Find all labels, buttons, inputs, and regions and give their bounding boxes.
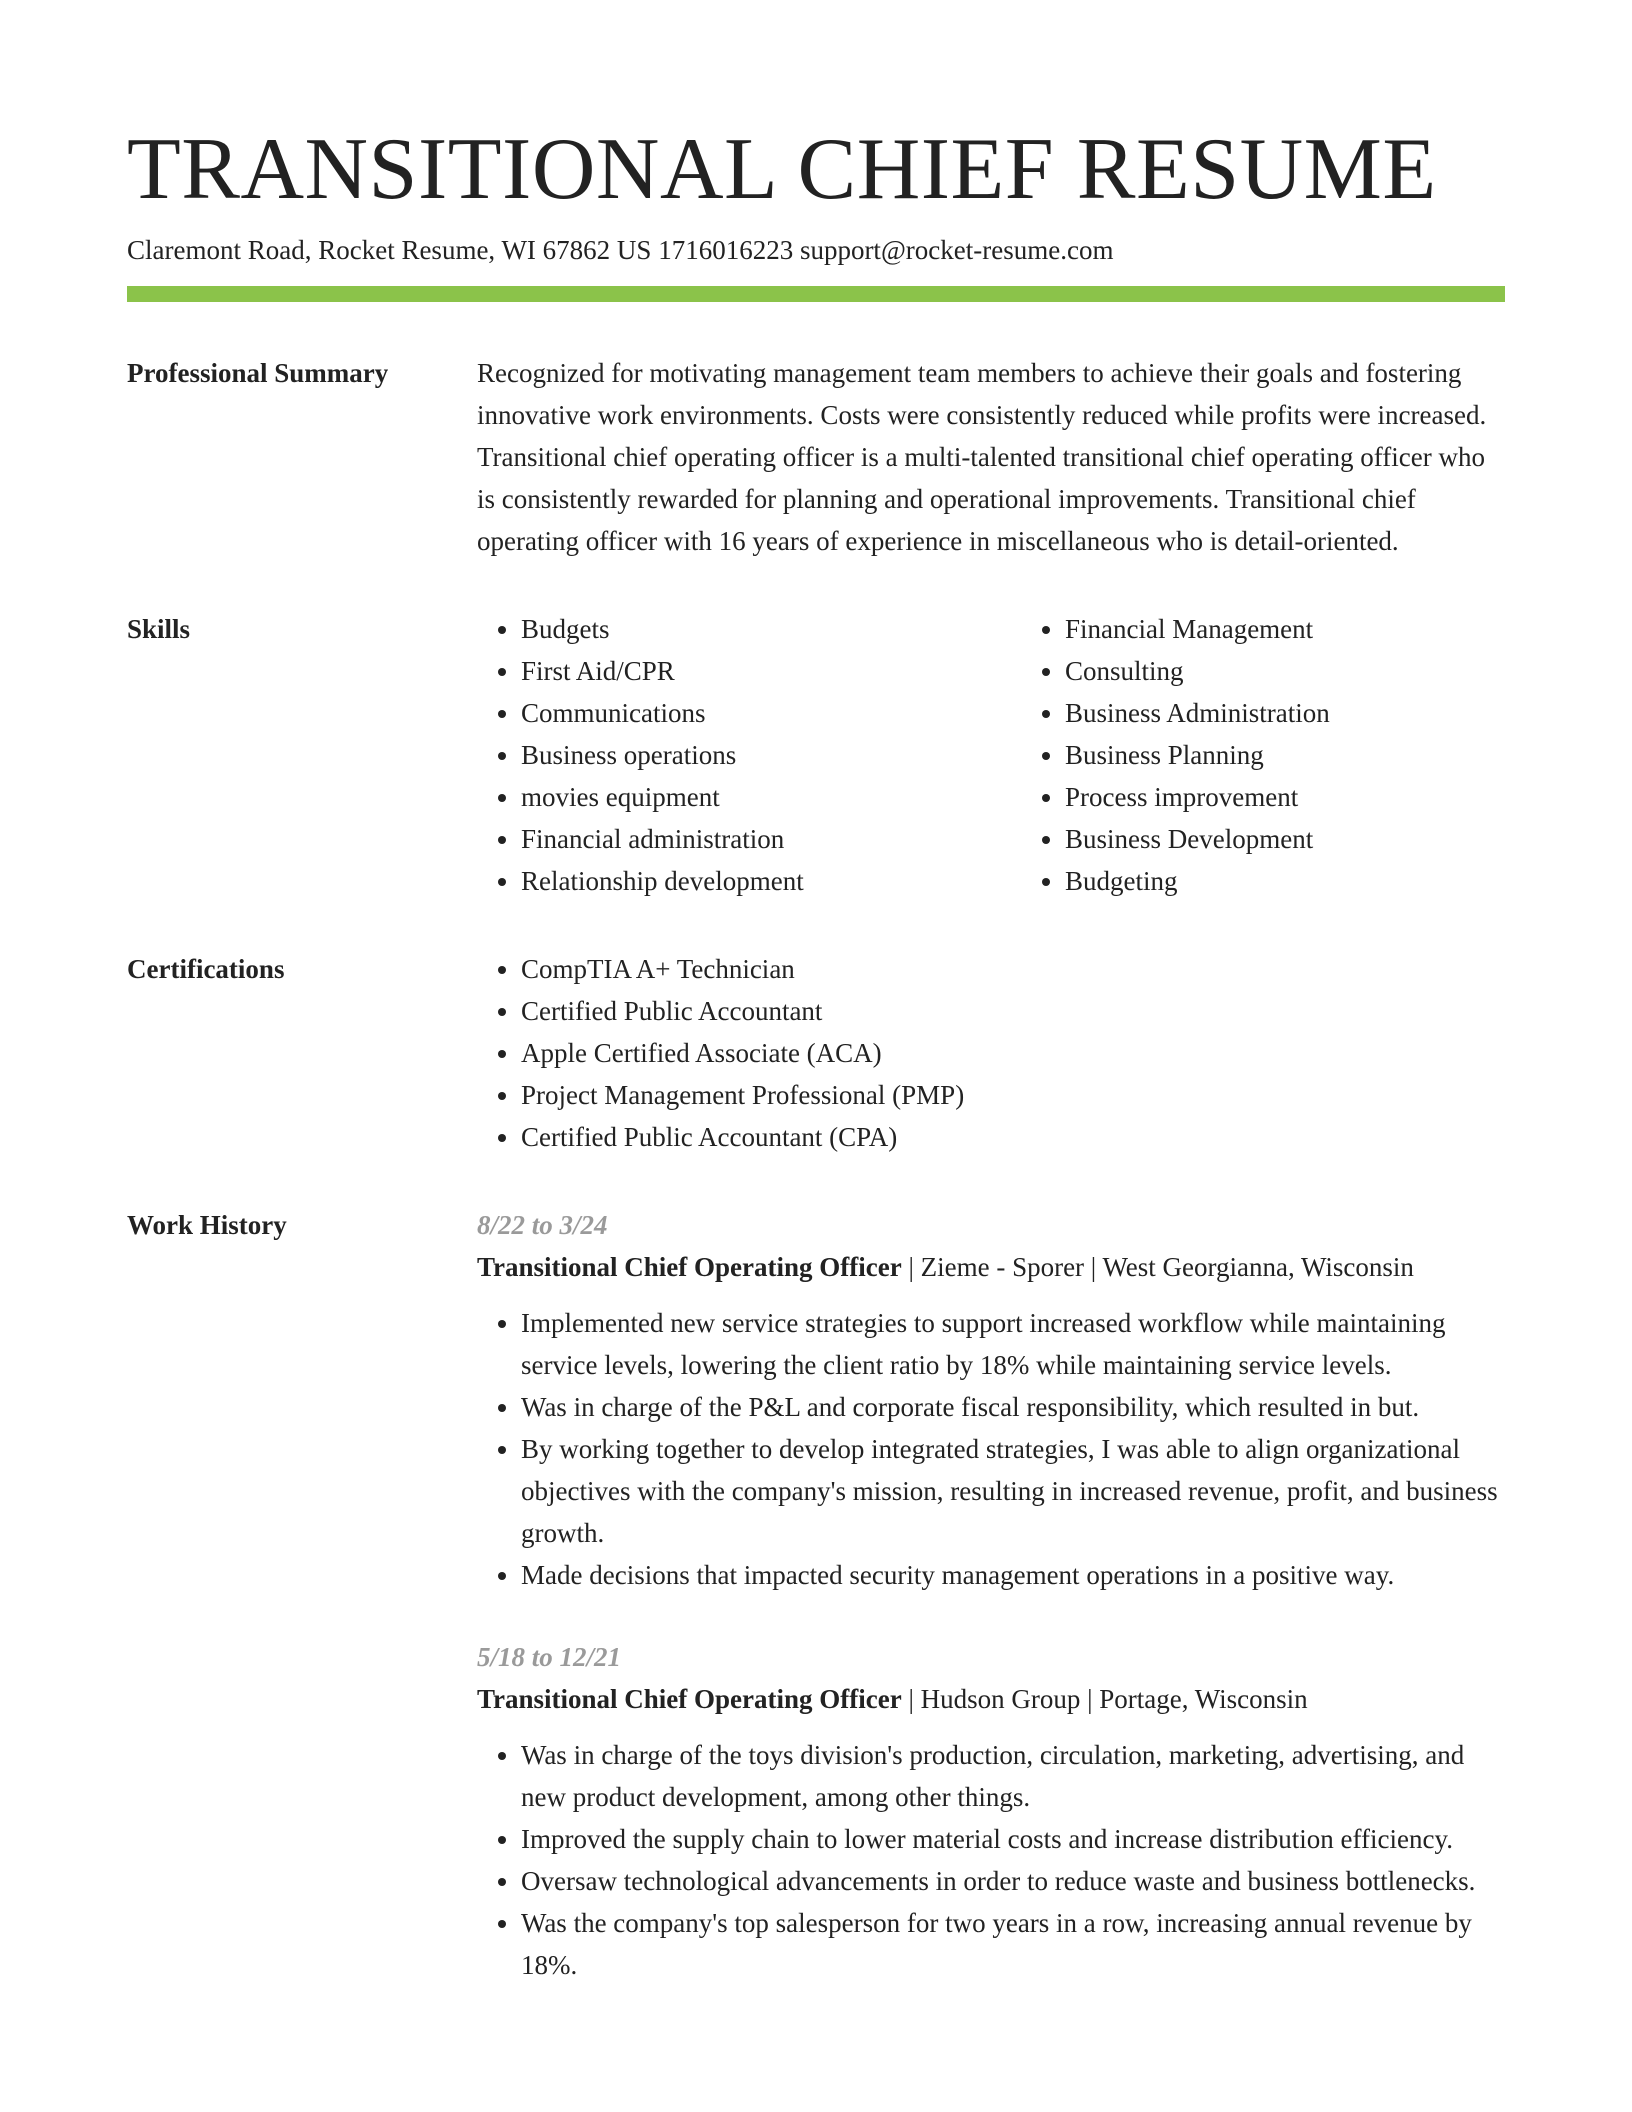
certification-item: • Certified Public Accountant [521, 990, 1505, 1032]
skill-item: • Business Administration [1065, 692, 1565, 734]
skills-body [477, 608, 1565, 902]
skills-list-right [1021, 608, 1565, 902]
job-dates: 8/22 to 3/24 [477, 1210, 608, 1240]
job-bullet: • Implemented new service strategies to support increased workflow while maintaining service levels, lowering the client ratio by 18% while maintaining service levels. [521, 1302, 1505, 1386]
contact-line [127, 232, 1505, 268]
job-bullet: • Was the company's top salesperson for two years in a row, increasing annual revenue by 18%. [521, 1902, 1505, 1986]
summary-body [477, 352, 1505, 562]
section-label-work-history: Work History [127, 1210, 287, 1240]
work-history-body [477, 1204, 1505, 1986]
certifications-body [477, 948, 1505, 1158]
resume-name: TRANSITIONAL CHIEF RESUME [127, 121, 1437, 218]
job-bullet: • Was in charge of the P&L and corporate fiscal responsibility, which resulted in but. [521, 1386, 1505, 1428]
skill-item: • Relationship development [521, 860, 1021, 902]
section-label-skills: Skills [127, 614, 191, 644]
job-bullet: • Made decisions that impacted security management operations in a positive way. [521, 1554, 1505, 1596]
skill-item: • Business Development [1065, 818, 1565, 860]
summary-text: Recognized for motivating management team members to achieve their goals and fostering innovative work environments. Costs were consistently reduced while profits were increased. Transitional chief operating officer is a multi-talented transitional chief operating officer who is consistently rewarded for planning and operational improvements. Transitional chief operating officer with 16 years of experience in miscellaneous who is detail-oriented. [477, 358, 1487, 556]
certifications-section [127, 948, 1505, 1158]
header-divider [127, 286, 1505, 302]
job-bullet: • Improved the supply chain to lower material costs and increase distribution efficiency. [521, 1818, 1505, 1860]
section-label-certifications: Certifications [127, 954, 285, 984]
skill-item: • First Aid/CPR [521, 650, 1021, 692]
job-bullet: • Oversaw technological advancements in order to reduce waste and business bottlenecks. [521, 1860, 1505, 1902]
certification-item: • Project Management Professional (PMP) [521, 1074, 1505, 1116]
skills-section [127, 608, 1505, 902]
skill-item: • movies equipment [521, 776, 1021, 818]
skill-item: • Budgets [521, 608, 1021, 650]
contact-address: Claremont Road, Rocket Resume, WI 67862 US [127, 235, 652, 265]
job-title-line [477, 1678, 1505, 1720]
contact-phone: 1716016223 [658, 235, 794, 265]
job-bullet: • By working together to develop integrated strategies, I was able to align organizational objectives with the company's mission, resulting in increased revenue, profit, and business growth. [521, 1428, 1505, 1554]
skill-item: • Business operations [521, 734, 1021, 776]
job-title: Transitional Chief Operating Officer [477, 1252, 902, 1282]
skill-item: • Consulting [1065, 650, 1565, 692]
skills-list-left [477, 608, 1021, 902]
work-history-section [127, 1204, 1505, 1986]
job-entry [477, 1636, 1505, 1986]
skill-item: • Budgeting [1065, 860, 1565, 902]
job-bullets [477, 1734, 1505, 1986]
job-title: Transitional Chief Operating Officer [477, 1684, 902, 1714]
skill-item: • Process improvement [1065, 776, 1565, 818]
skill-item: • Business Planning [1065, 734, 1565, 776]
job-dates: 5/18 to 12/21 [477, 1642, 622, 1672]
job-title-line [477, 1246, 1505, 1288]
certification-item: • Apple Certified Associate (ACA) [521, 1032, 1505, 1074]
job-employer-location: | Hudson Group | Portage, Wisconsin [901, 1684, 1308, 1714]
summary-section [127, 352, 1505, 562]
job-employer-location: | Zieme - Sporer | West Georgianna, Wisconsin [901, 1252, 1414, 1282]
certifications-list [477, 948, 1505, 1158]
certification-item: • Certified Public Accountant (CPA) [521, 1116, 1505, 1158]
job-entry [477, 1204, 1505, 1596]
section-label-summary: Professional Summary [127, 358, 389, 388]
job-bullets [477, 1302, 1505, 1596]
skill-item: • Financial administration [521, 818, 1021, 860]
skill-item: • Financial Management [1065, 608, 1565, 650]
skill-item: • Communications [521, 692, 1021, 734]
job-bullet: • Was in charge of the toys division's production, circulation, marketing, advertising, and new product development, among other things. [521, 1734, 1505, 1818]
certification-item: • CompTIA A+ Technician [521, 948, 1505, 990]
contact-email: support@rocket-resume.com [799, 235, 1114, 265]
